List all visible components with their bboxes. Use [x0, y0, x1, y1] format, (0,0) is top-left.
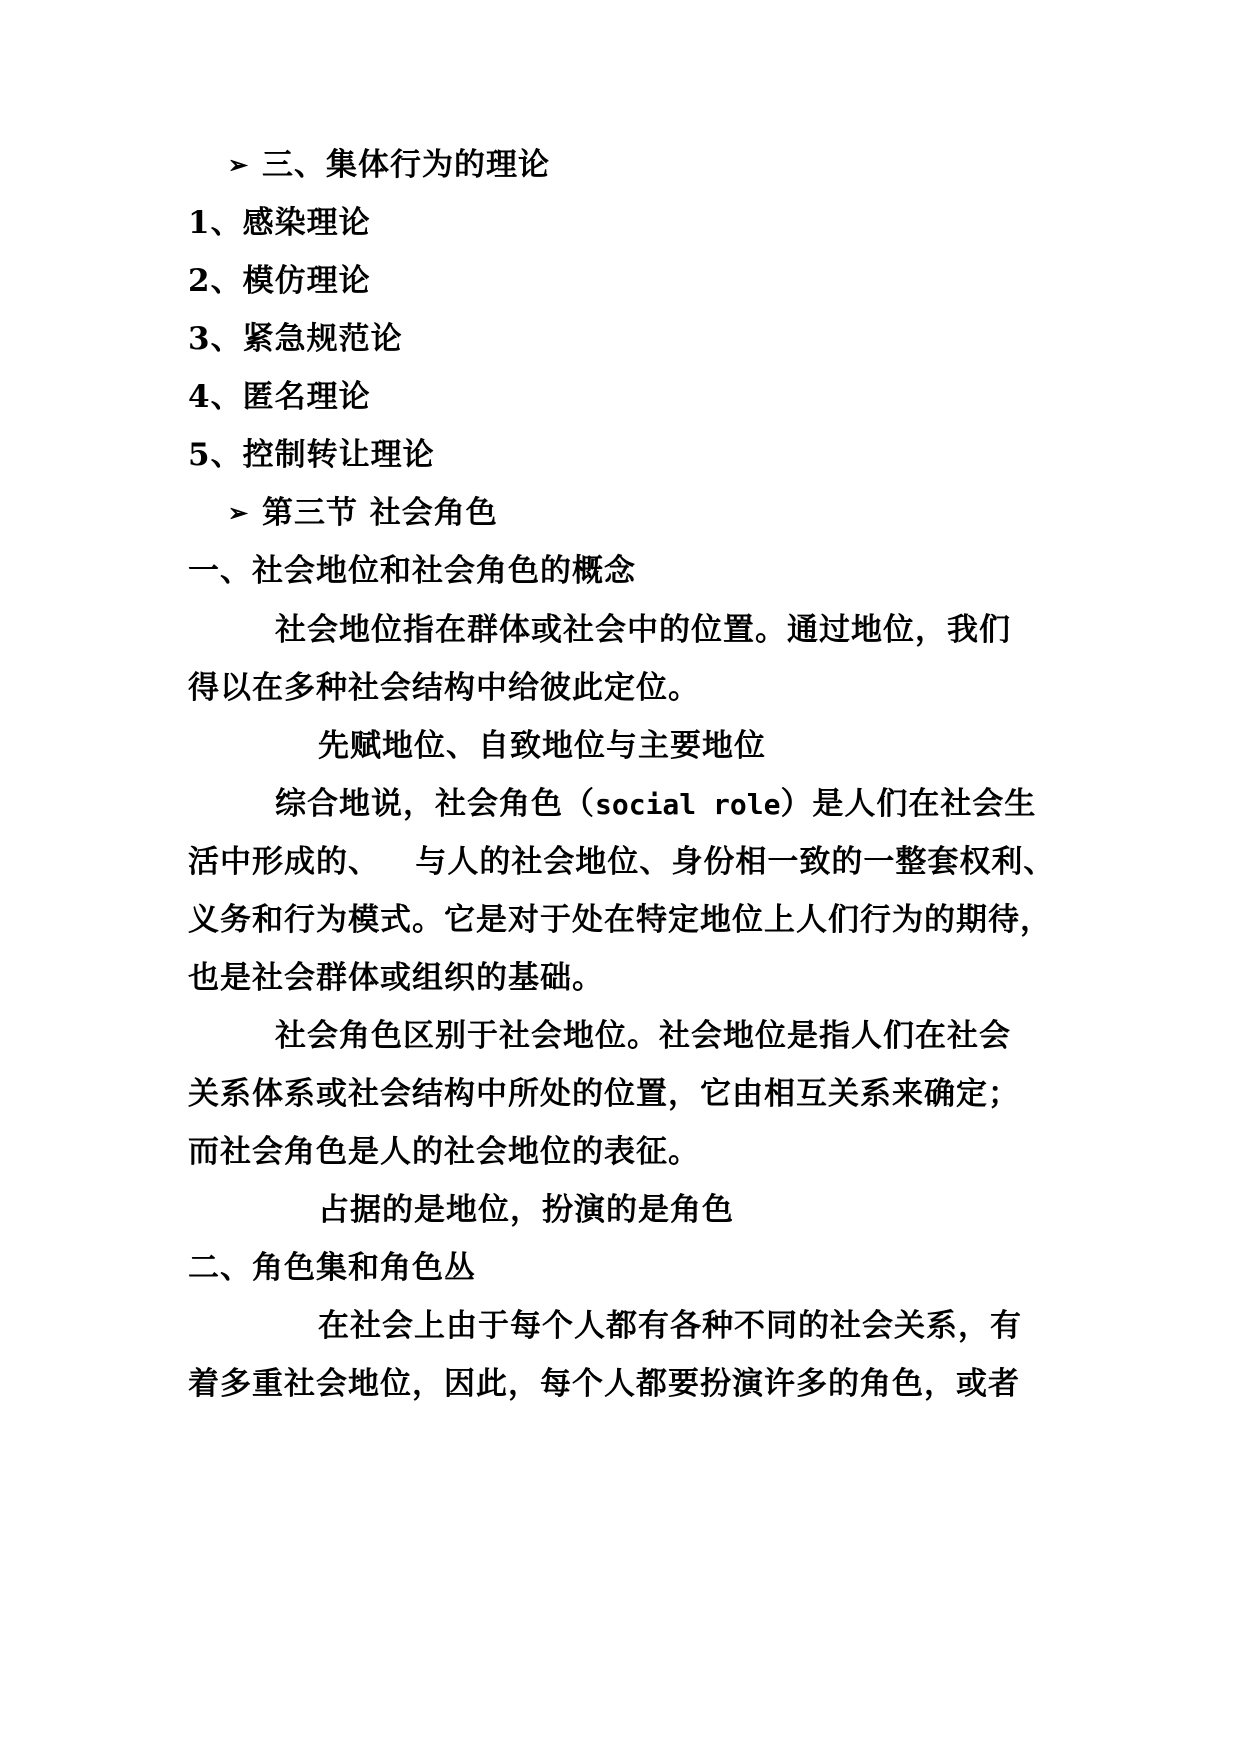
- paragraph-line: [275, 784, 1155, 825]
- chapter-title: 第三节 社会角色: [262, 495, 498, 531]
- paragraph-line: 也是社会群体或组织的基础。: [188, 960, 604, 996]
- section-header: [228, 145, 1108, 185]
- arrow-bullet-icon: ➢: [228, 150, 250, 179]
- subsection-title: 一、社会地位和社会角色的概念: [188, 553, 636, 589]
- theory-item: 1、感染理论: [188, 205, 371, 241]
- english-term: social role: [595, 788, 781, 821]
- paragraph-line: 社会地位指在群体或社会中的位置。通过地位，我们: [275, 612, 1011, 648]
- paragraph-line: 着多重社会地位，因此，每个人都要扮演许多的角色，或者: [188, 1366, 1020, 1402]
- chapter-header: [228, 493, 1108, 533]
- subsection-title: 二、角色集和角色丛: [188, 1250, 476, 1286]
- paragraph-line: 活中形成的、 与人的社会地位、身份相一致的一整套权利、: [188, 844, 1056, 880]
- arrow-bullet-icon: ➢: [228, 498, 250, 527]
- section-title: 三、集体行为的理论: [262, 147, 550, 183]
- status-types: 先赋地位、自致地位与主要地位: [318, 728, 766, 764]
- paragraph-line: 社会角色区别于社会地位。社会地位是指人们在社会: [275, 1018, 1011, 1054]
- theory-item: 5、控制转让理论: [188, 437, 435, 473]
- paragraph-line: 而社会角色是人的社会地位的表征。: [188, 1134, 700, 1170]
- summary-line: 占据的是地位，扮演的是角色: [318, 1192, 734, 1228]
- paragraph-line: 在社会上由于每个人都有各种不同的社会关系，有: [318, 1308, 1022, 1344]
- theory-item: 4、匿名理论: [188, 379, 371, 415]
- paragraph-line: 得以在多种社会结构中给彼此定位。: [188, 670, 700, 706]
- theory-item: 2、模仿理论: [188, 263, 371, 299]
- paragraph-text: 综合地说，社会角色（: [275, 786, 595, 822]
- paragraph-line: 义务和行为模式。它是对于处在特定地位上人们行为的期待，: [188, 902, 1052, 938]
- paragraph-text: ）是人们在社会生: [780, 786, 1037, 822]
- paragraph-line: 关系体系或社会结构中所处的位置，它由相互关系来确定；: [188, 1076, 1020, 1112]
- theory-item: 3、紧急规范论: [188, 321, 403, 357]
